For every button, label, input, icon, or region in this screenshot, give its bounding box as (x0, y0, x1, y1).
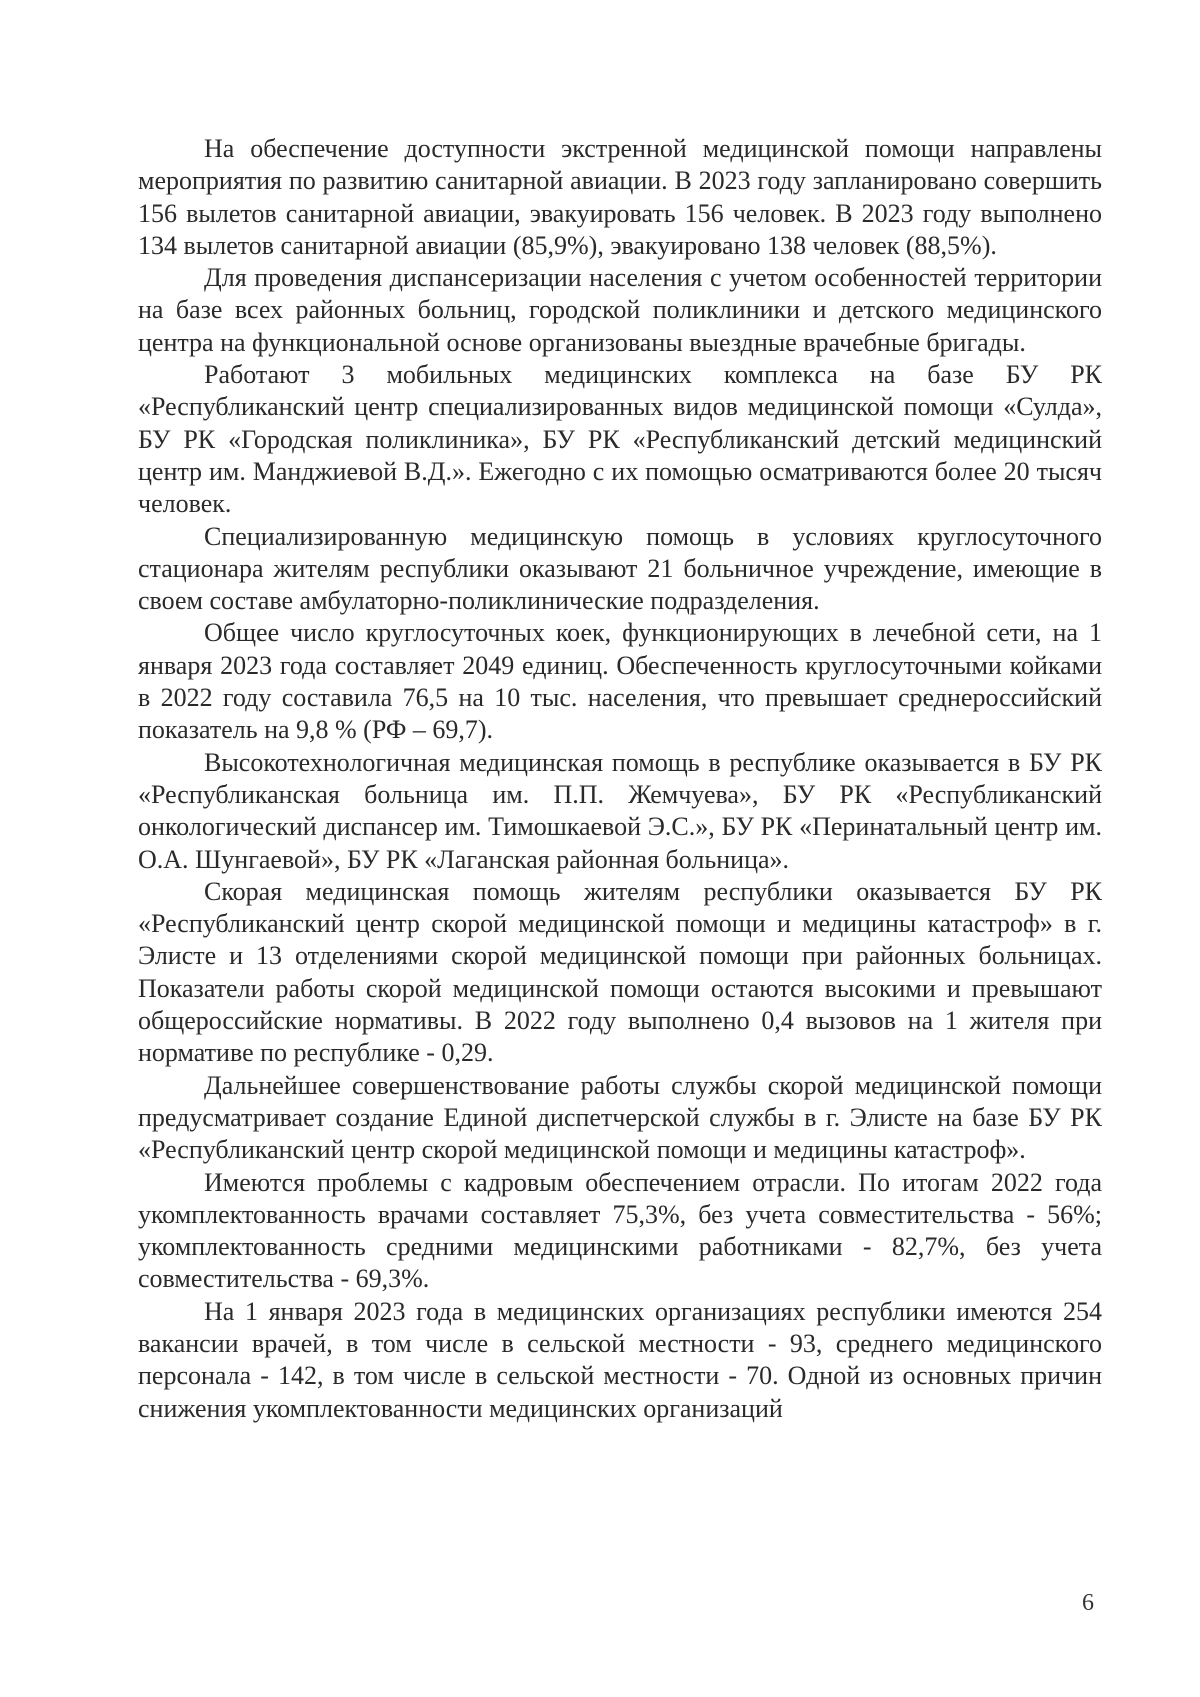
paragraph-emergency-care: Скорая медицинская помощь жителям республики оказывается БУ РК «Республиканский центр скорой медицинской помощи и медицины катастроф» в г. Элисте и 13 отделениями скорой медицинской помощи при районных больницах. Показатели работы скорой медицинской помощи остаются высокими и превышают общероссийские нормативы. В 2022 году выполнено 0,4 вызовов на 1 жителя при нормативе по республике - 0,29. (138, 876, 1102, 1068)
page-number: 6 (1082, 1590, 1094, 1616)
paragraph-vacancies: На 1 января 2023 года в медицинских организациях республики имеются 254 вакансии врачей, в том числе в сельской местности - 93, среднего медицинского персонала - 142, в том числе в сельской местности - 70. Одной из основных причин снижения укомплектованности медицинских организаций (138, 1296, 1102, 1423)
paragraph-specialized-care: Специализированную медицинскую помощь в условиях круглосуточного стационара жителям республики оказывают 21 больничное учреждение, имеющие в своем составе амбулаторно-поликлинические подразделения. (138, 521, 1102, 616)
paragraph-medical-examination: Для проведения диспансеризации населения с учетом особенностей территории на базе всех районных больниц, городской поликлиники и детского медицинского центра на функциональной основе организованы выездные врачебные бригады. (138, 263, 1102, 357)
paragraph-staffing: Имеются проблемы с кадровым обеспечением отрасли. По итогам 2022 года укомплектованность врачами составляет 75,3%, без учета совместительства - 56%; укомплектованность средними медицинскими работниками - 82,7%, без учета совместительства - 69,3%. (138, 1167, 1102, 1294)
paragraph-sanitary-aviation: На обеспечение доступности экстренной медицинской помощи направлены мероприятия по развитию санитарной авиации. В 2023 году запланировано совершить 156 вылетов санитарной авиации, эвакуировать 156 человек. В 2023 году выполнено 134 вылетов санитарной авиации (85,9%), эвакуировано 138 человек (88,5%). (138, 134, 1102, 260)
body-text (138, 133, 1102, 1425)
paragraph-mobile-complexes: Работают 3 мобильных медицинских комплекса на базе БУ РК «Республиканский центр специализированных видов медицинской помощи «Сулда», БУ РК «Городская поликлиника», БУ РК «Республиканский детский медицинский центр им. Манджиевой В.Д.». Ежегодно с их помощью осматриваются более 20 тысяч человек. (138, 360, 1102, 519)
paragraph-dispatch-service: Дальнейшее совершенствование работы службы скорой медицинской помощи предусматривает создание Единой диспетчерской службы в г. Элисте на базе БУ РК «Республиканский центр скорой медицинской помощи и медицины катастроф». (138, 1070, 1102, 1165)
paragraph-hospital-beds: Общее число круглосуточных коек, функционирующих в лечебной сети, на 1 января 2023 года составляет 2049 единиц. Обеспеченность круглосуточными койками в 2022 году составила 76,5 на 10 тыс. населения, что превышает среднероссийский показатель на 9,8 % (РФ – 69,7). (138, 618, 1102, 745)
paragraph-high-tech-care: Высокотехнологичная медицинская помощь в республике оказывается в БУ РК «Республиканская больница им. П.П. Жемчуева», БУ РК «Республиканский онкологический диспансер им. Тимошкаевой Э.С.», БУ РК «Перинатальный центр им. О.А. Шунгаевой», БУ РК «Лаганская районная больница». (138, 747, 1102, 874)
